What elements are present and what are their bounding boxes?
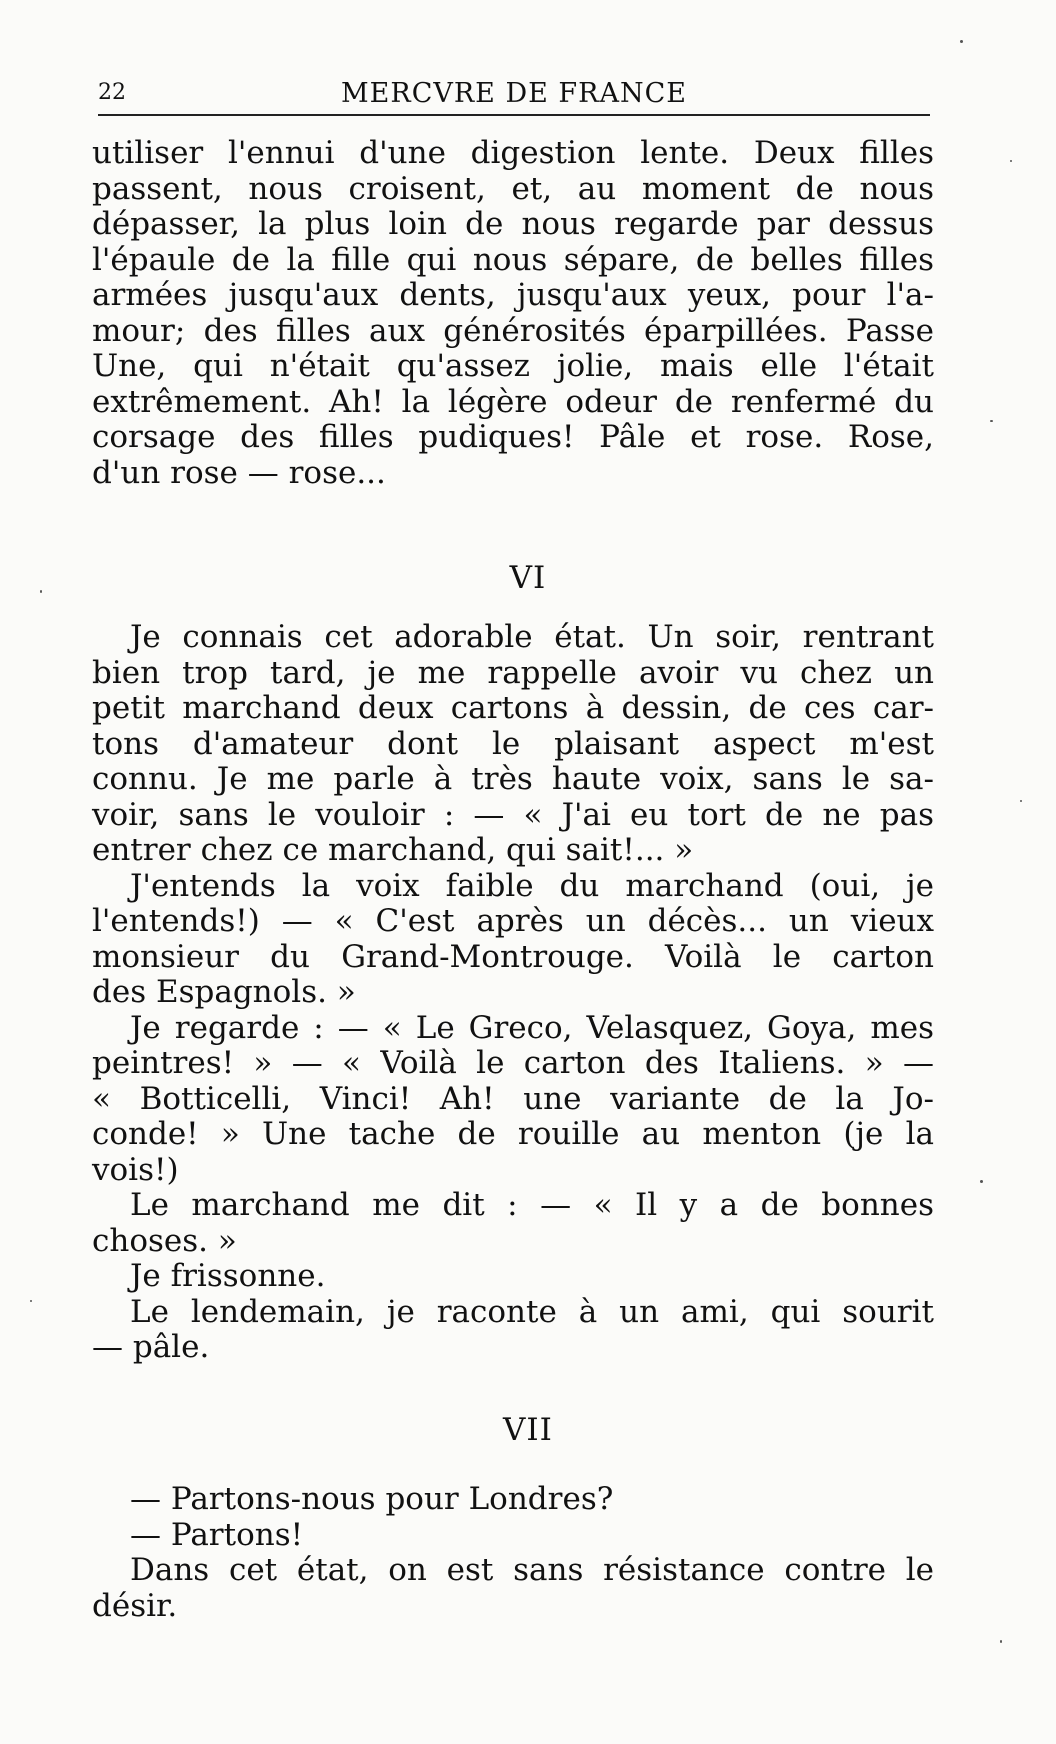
text-line: d'un rose — rose... [92, 454, 386, 491]
text-line: l'épaule de la fille qui nous sépare, de belles filles [92, 241, 934, 278]
text-line: des Espagnols. » [92, 974, 356, 1010]
text-line: Le marchand me dit : — « Il y a de bonnes [130, 1187, 934, 1223]
scan-speck [40, 590, 42, 593]
text-line: armées jusqu'aux dents, jusqu'aux yeux, pour l'a- [92, 277, 934, 313]
text-line: petit marchand deux cartons à dessin, de ces car- [92, 690, 934, 726]
scan-speck [1000, 1640, 1002, 1643]
text-line: Je regarde : — « Le Greco, Velasquez, Goya, mes [130, 1009, 934, 1046]
text-line: vois!) [92, 1151, 179, 1188]
text-line: Je frissonne. [130, 1258, 326, 1294]
running-title: MERCVRE DE FRANCE [341, 78, 687, 109]
page-number: 22 [98, 80, 126, 105]
text-line: voir, sans le vouloir : — « J'ai eu tort de ne pas [92, 796, 934, 833]
section-heading-vi: VI [509, 560, 547, 596]
text-line: dépasser, la plus loin de nous regarde par dessus [92, 206, 934, 242]
text-line: J'entends la voix faible du marchand (oui, je [130, 867, 934, 904]
scan-speck [960, 40, 963, 43]
page-header [98, 74, 930, 116]
text-line: Dans cet état, on est sans résistance contre le [130, 1552, 934, 1588]
text-line: tons d'amateur dont le plaisant aspect m'est [92, 725, 934, 762]
text-line: choses. » [92, 1222, 237, 1259]
text-line: conde! » Une tache de rouille au menton (je la [92, 1116, 934, 1152]
scan-speck [1010, 160, 1012, 162]
text-line: connu. Je me parle à très haute voix, sans le sa- [92, 761, 934, 797]
text-line: l'entends!) — « C'est après un décès... un vieux [92, 903, 934, 939]
section-heading-vii: VII [503, 1412, 553, 1448]
text-line: corsage des filles pudiques! Pâle et rose. Rose, [92, 419, 934, 455]
text-line: mour; des filles aux générosités éparpillées. Passe [92, 312, 934, 349]
scan-speck [30, 1300, 32, 1302]
text-line: passent, nous croisent, et, au moment de nous [92, 170, 934, 207]
text-line: monsieur du Grand-Montrouge. Voilà le carton [92, 938, 934, 975]
text-line: Le lendemain, je raconte à un ami, qui sourit [130, 1293, 934, 1330]
section-vi-text [92, 620, 934, 1366]
text-line: peintres! » — « Voilà le carton des Italiens. » — [92, 1045, 934, 1081]
text-line: désir. [92, 1587, 178, 1624]
text-line: extrêmement. Ah! la légère odeur de renfermé du [92, 383, 934, 420]
scan-speck [1020, 800, 1022, 802]
paragraph-opening [92, 136, 934, 491]
text-line: bien trop tard, je me rappelle avoir vu chez un [92, 654, 934, 691]
text-line: — Partons! [130, 1516, 304, 1553]
text-line: — pâle. [92, 1329, 210, 1365]
section-vii-text [92, 1482, 934, 1624]
scan-speck [980, 1180, 983, 1183]
text-line: « Botticelli, Vinci! Ah! une variante de la Jo- [92, 1080, 934, 1117]
scan-speck [990, 420, 993, 422]
text-line: Je connais cet adorable état. Un soir, rentrant [130, 619, 934, 655]
text-line: entrer chez ce marchand, qui sait!... » [92, 832, 694, 868]
text-line: Une, qui n'était qu'assez jolie, mais elle l'était [92, 348, 934, 384]
text-line: utiliser l'ennui d'une digestion lente. Deux filles [92, 135, 934, 171]
text-line: — Partons-nous pour Londres? [130, 1481, 614, 1517]
